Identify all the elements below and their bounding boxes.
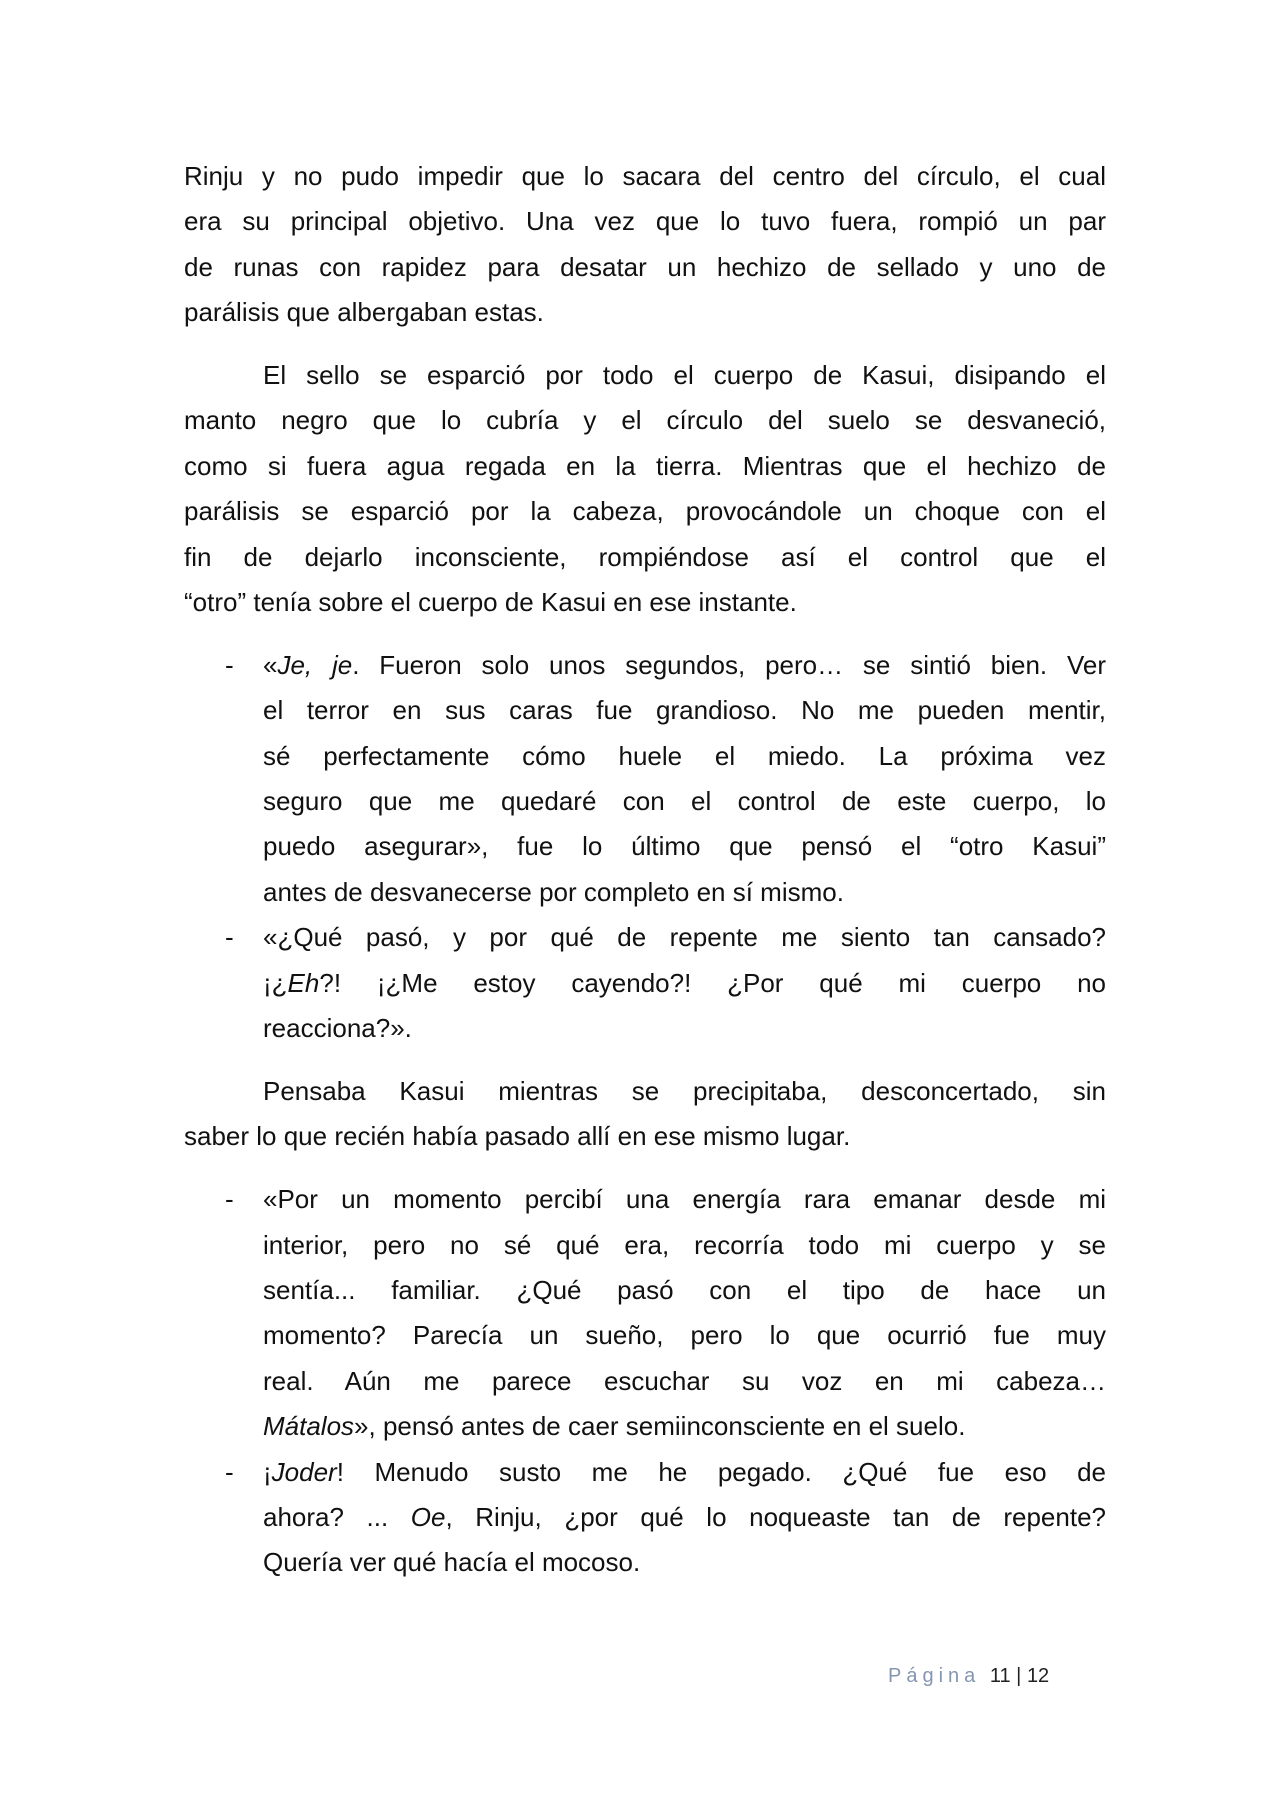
text-line xyxy=(263,1268,1106,1313)
italic-text: Joder xyxy=(271,1456,337,1487)
text-line xyxy=(263,1495,1106,1540)
text-line xyxy=(184,1069,1106,1114)
text-segment: ¡¿ xyxy=(263,967,288,998)
text-line xyxy=(263,870,1106,915)
italic-text: Oe xyxy=(410,1501,446,1532)
text-line xyxy=(184,489,1106,534)
page-footer xyxy=(888,1665,1049,1688)
bullet-dash: - xyxy=(225,922,234,953)
text-segment: reacciona?». xyxy=(263,1013,412,1044)
text-line xyxy=(263,734,1106,779)
text-line xyxy=(184,580,1106,625)
page-separator: | xyxy=(1016,1665,1022,1687)
page-label: Página xyxy=(888,1665,981,1687)
text-segment: era su principal objetivo. Una vez que lo tuvo fuera, rompió un par xyxy=(184,206,1106,237)
text-segment: El sello se esparció por todo el cuerpo de Kasui, disipando el xyxy=(263,360,1106,391)
paragraph xyxy=(184,154,1106,336)
italic-text: Je, je xyxy=(277,649,353,680)
bullet-dash: - xyxy=(225,649,234,680)
text-line xyxy=(263,1450,1106,1495)
text-segment: puedo asegurar», fue lo último que pensó el “otro Kasui” xyxy=(263,831,1106,862)
text-segment: interior, pero no sé qué era, recorría todo mi cuerpo y se xyxy=(263,1229,1106,1260)
text-line xyxy=(184,1114,1106,1159)
bullet-dash: - xyxy=(225,1184,234,1215)
text-line xyxy=(184,154,1106,199)
text-line xyxy=(263,961,1106,1006)
italic-text: Eh xyxy=(287,967,320,998)
text-segment: parálisis que albergaban estas. xyxy=(184,297,544,328)
text-segment: ! Menudo susto me he pegado. ¿Qué fue eso de xyxy=(336,1456,1106,1487)
text-segment: seguro que me quedaré con el control de este cuerpo, lo xyxy=(263,786,1106,817)
bullet-dash: - xyxy=(225,1456,234,1487)
text-segment: sé perfectamente cómo huele el miedo. La próxima vez xyxy=(263,740,1106,771)
dialogue-item xyxy=(184,643,1106,915)
dialogue-list xyxy=(184,643,1106,1052)
text-segment: ?! ¡¿Me estoy cayendo?! ¿Por qué mi cuerpo no xyxy=(319,967,1106,998)
italic-text: Mátalos xyxy=(263,1411,355,1442)
text-line xyxy=(263,1177,1106,1222)
paragraph xyxy=(184,1069,1106,1160)
text-segment: Pensaba Kasui mientras se precipitaba, desconcertado, sin xyxy=(263,1075,1106,1106)
text-segment: fin de dejarlo inconsciente, rompiéndose así el control que el xyxy=(184,541,1106,572)
text-segment: saber lo que recién había pasado allí en ese mismo lugar. xyxy=(184,1121,851,1152)
text-line xyxy=(263,779,1106,824)
dialogue-item xyxy=(184,915,1106,1051)
text-segment: , Rinju, ¿por qué lo noqueaste tan de repente? xyxy=(445,1501,1106,1532)
text-segment: », pensó antes de caer semiinconsciente en el suelo. xyxy=(354,1411,966,1442)
text-segment: de runas con rapidez para desatar un hechizo de sellado y uno de xyxy=(184,251,1106,282)
text-segment: «Por un momento percibí una energía rara emanar desde mi xyxy=(263,1184,1106,1215)
text-segment: sentía... familiar. ¿Qué pasó con el tipo de hace un xyxy=(263,1274,1106,1305)
text-segment: real. Aún me parece escuchar su voz en mi cabeza… xyxy=(263,1365,1106,1396)
text-segment: «¿Qué pasó, y por qué de repente me siento tan cansado? xyxy=(263,922,1106,953)
text-line xyxy=(263,824,1106,869)
text-line xyxy=(184,290,1106,335)
dialogue-list xyxy=(184,1177,1106,1586)
text-segment: manto negro que lo cubría y el círculo del suelo se desvaneció, xyxy=(184,405,1106,436)
text-line xyxy=(184,398,1106,443)
text-line xyxy=(263,915,1106,960)
paragraph xyxy=(184,353,1106,625)
text-segment: Quería ver qué hacía el mocoso. xyxy=(263,1547,641,1578)
dialogue-item xyxy=(184,1450,1106,1586)
text-line xyxy=(184,353,1106,398)
text-segment: momento? Parecía un sueño, pero lo que ocurrió fue muy xyxy=(263,1320,1106,1351)
text-line xyxy=(263,688,1106,733)
text-segment: parálisis se esparció por la cabeza, provocándole un choque con el xyxy=(184,496,1106,527)
page-total: 12 xyxy=(1026,1665,1050,1687)
text-segment: . Fueron solo unos segundos, pero… se sintió bien. Ver xyxy=(352,649,1106,680)
text-line xyxy=(263,1404,1106,1449)
text-segment: “otro” tenía sobre el cuerpo de Kasui en ese instante. xyxy=(184,587,797,618)
text-segment: Rinju y no pudo impedir que lo sacara del centro del círculo, el cual xyxy=(184,161,1106,191)
text-segment: « xyxy=(263,649,278,680)
document-body xyxy=(184,154,1106,1603)
text-line xyxy=(184,535,1106,580)
dialogue-item xyxy=(184,1177,1106,1449)
text-line xyxy=(184,444,1106,489)
text-line xyxy=(263,1540,1106,1585)
text-line xyxy=(263,1223,1106,1268)
text-line xyxy=(263,1313,1106,1358)
text-line xyxy=(184,199,1106,244)
text-segment: el terror en sus caras fue grandioso. No me pueden mentir, xyxy=(263,695,1106,726)
text-line xyxy=(184,245,1106,290)
text-segment: como si fuera agua regada en la tierra. Mientras que el hechizo de xyxy=(184,450,1106,481)
text-segment: ahora? ... xyxy=(263,1501,411,1532)
text-line xyxy=(263,1359,1106,1404)
text-segment: antes de desvanecerse por completo en sí mismo. xyxy=(263,876,844,907)
text-line xyxy=(263,1006,1106,1051)
page-current: 11 xyxy=(989,1665,1011,1687)
text-line xyxy=(263,643,1106,688)
text-segment: ¡ xyxy=(263,1456,272,1487)
